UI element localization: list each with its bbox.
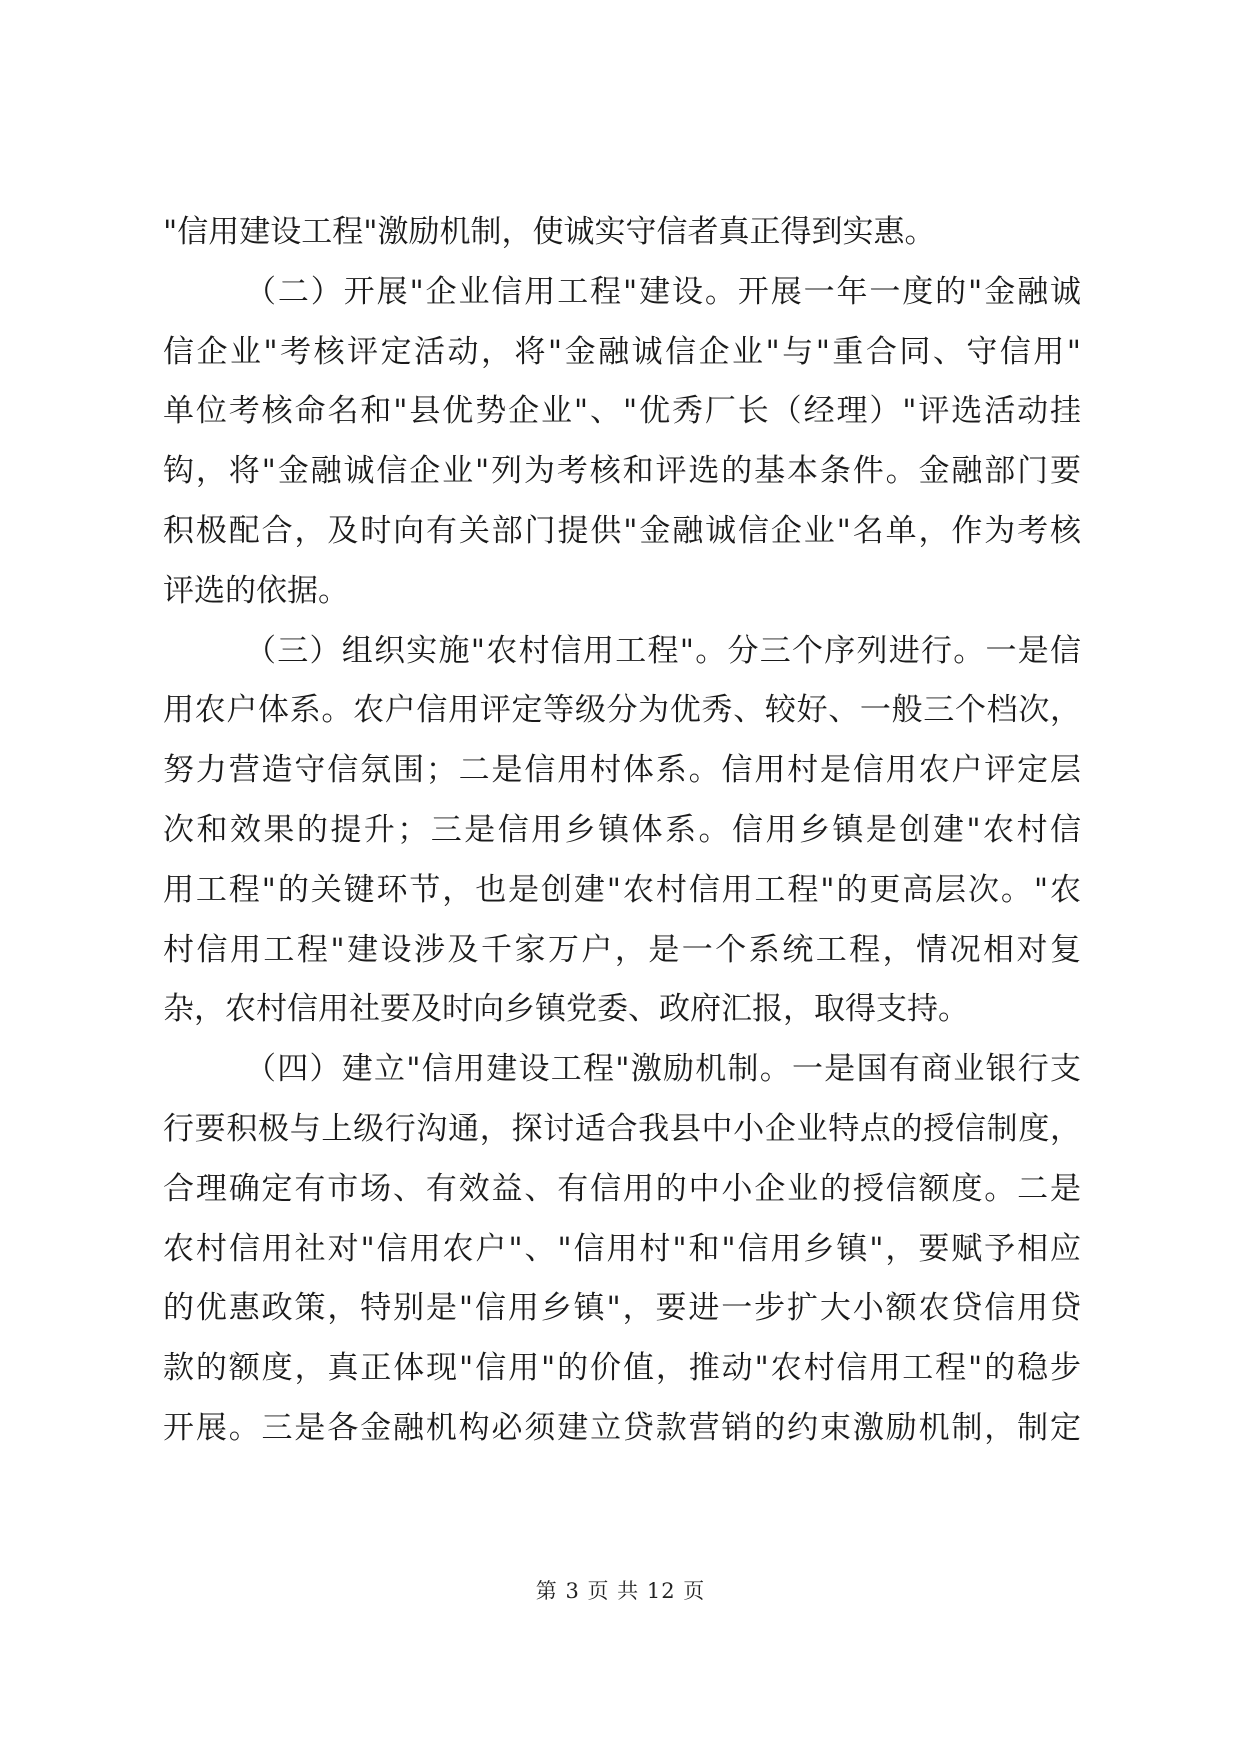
text-line: 努力营造守信氛围；二是信用村体系。信用村是信用农户评定层 bbox=[163, 752, 1081, 789]
text-line: 信企业"考核评定活动，将"金融诚信企业"与"重合同、守信用" bbox=[163, 333, 1081, 370]
text-line: 杂，农村信用社要及时向乡镇党委、政府汇报，取得支持。 bbox=[163, 991, 969, 1028]
text-line: 开展。三是各金融机构必须建立贷款营销的约束激励机制，制定 bbox=[163, 1409, 1081, 1446]
text-line: 村信用工程"建设涉及千家万户，是一个系统工程，情况相对复 bbox=[163, 931, 1081, 968]
text-line: 单位考核命名和"县优势企业"、"优秀厂长（经理）"评选活动挂 bbox=[163, 393, 1081, 430]
text-line: 行要积极与上级行沟通，探讨适合我县中小企业特点的授信制度， bbox=[163, 1110, 1081, 1147]
text-line: 积极配合，及时向有关部门提供"金融诚信企业"名单，作为考核 bbox=[163, 512, 1081, 549]
text-line: 合理确定有市场、有效益、有信用的中小企业的授信额度。二是 bbox=[163, 1170, 1081, 1207]
text-line: 款的额度，真正体现"信用"的价值，推动"农村信用工程"的稳步 bbox=[163, 1350, 1081, 1387]
paragraph-heading-line: （二）开展"企业信用工程"建设。开展一年一度的"金融诚 bbox=[245, 273, 1081, 310]
text-line: 次和效果的提升；三是信用乡镇体系。信用乡镇是创建"农村信 bbox=[163, 811, 1081, 848]
document-body bbox=[163, 203, 1081, 1459]
paragraph-heading-line: （三）组织实施"农村信用工程"。分三个序列进行。一是信 bbox=[245, 632, 1081, 669]
text-line: "信用建设工程"激励机制，使诚实守信者真正得到实惠。 bbox=[163, 214, 936, 250]
page-number-footer: 第 3 页 共 12 页 bbox=[535, 1579, 706, 1603]
paragraph-heading-line: （四）建立"信用建设工程"激励机制。一是国有商业银行支 bbox=[245, 1051, 1081, 1088]
text-line: 评选的依据。 bbox=[163, 572, 349, 609]
text-line: 钩，将"金融诚信企业"列为考核和评选的基本条件。金融部门要 bbox=[163, 453, 1081, 490]
text-line: 用工程"的关键环节，也是创建"农村信用工程"的更高层次。"农 bbox=[163, 871, 1081, 908]
text-line: 的优惠政策，特别是"信用乡镇"，要进一步扩大小额农贷信用贷 bbox=[163, 1290, 1081, 1327]
text-line: 用农户体系。农户信用评定等级分为优秀、较好、一般三个档次， bbox=[163, 692, 1081, 729]
text-line: 农村信用社对"信用农户"、"信用村"和"信用乡镇"，要赋予相应 bbox=[163, 1230, 1081, 1267]
